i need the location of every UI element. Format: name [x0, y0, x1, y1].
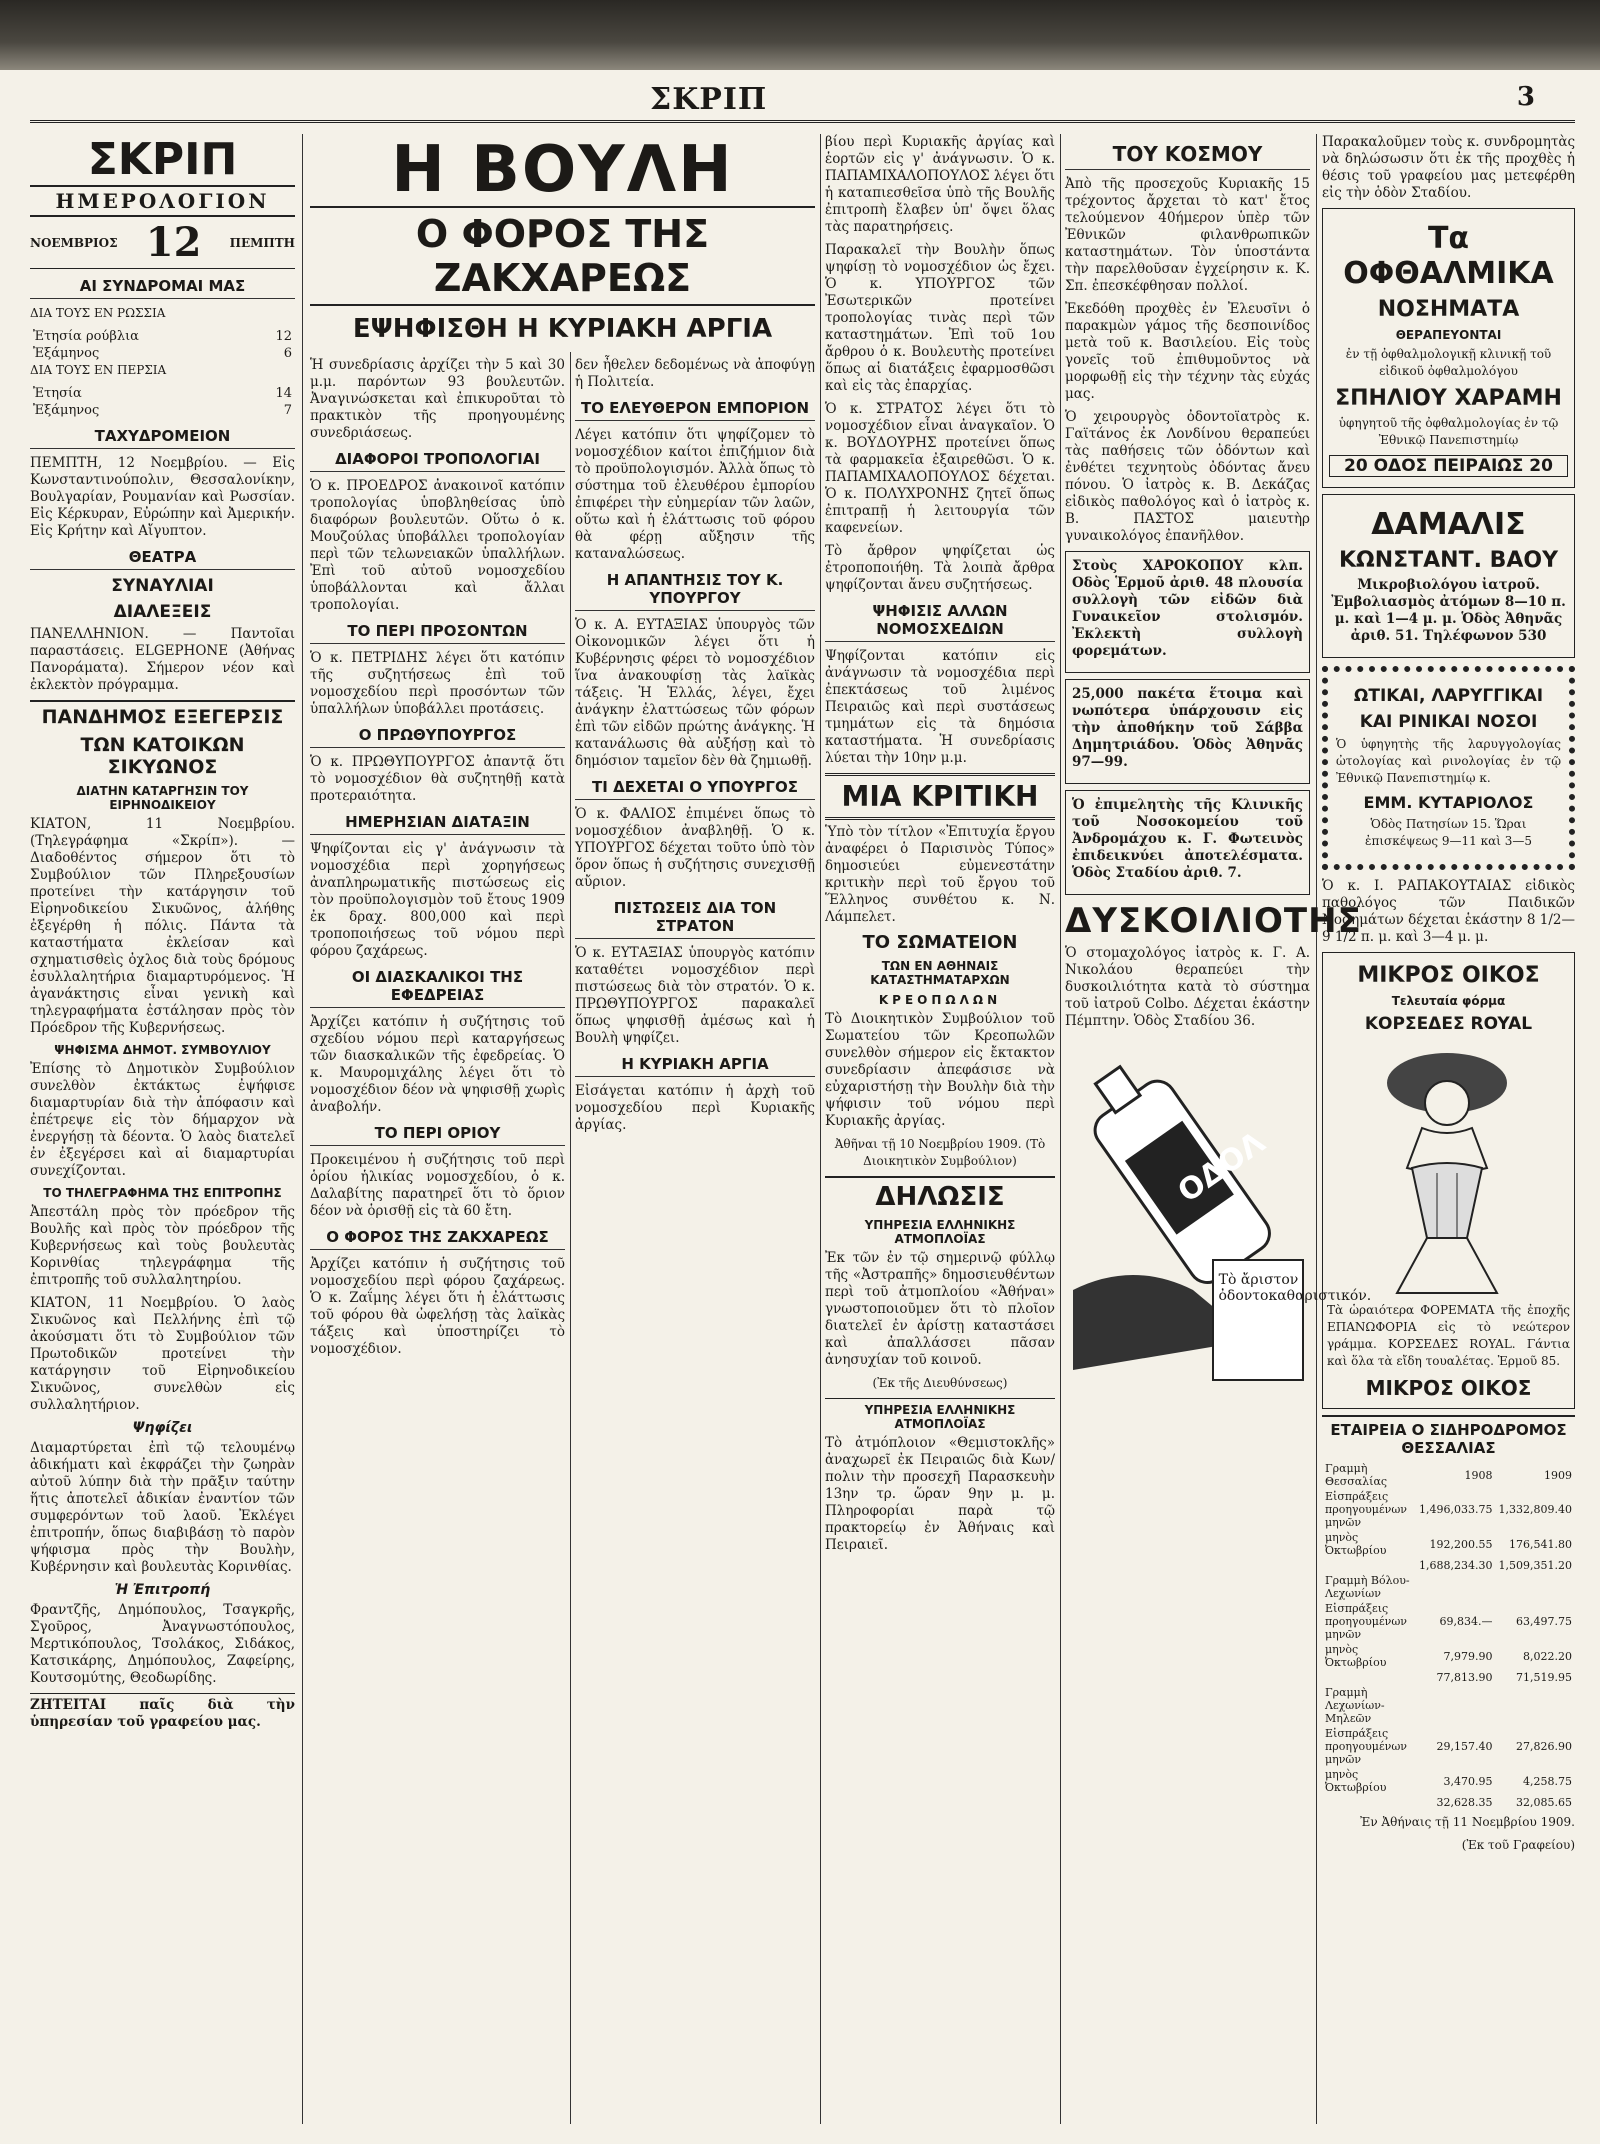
railway-row-value: 176,541.80 [1509, 1537, 1572, 1551]
railway-signature-2: (Ἐκ τοῦ Γραφείου) [1461, 1838, 1575, 1852]
ad-clinic [1065, 790, 1310, 895]
continued-text: βίου περὶ Κυριακῆς ἀργίας καὶ ἑορτῶν εἰς γ' ἀνάγνωσιν. Ὁ κ. ΠΑΠΑΜΙΧΑΛΟΠΟΥΛΟΣ λέγει ὅτι ἡ καταπιεσθεῖσα ὑπὸ τῆς Βουλῆς ἐπιτροπὴ ἔλαβεν ὑπ' ὄψει ὅλας τὰς παρατηρήσεις. [825, 134, 1055, 235]
uprising-subtitle-2: ΔΙΑΤΗΝ ΚΑΤΑΡΓΗΣΙΝ ΤΟΥ ΕΙΡΗΝΟΔΙΚΕΙΟΥ [76, 784, 249, 812]
section-text: Ὁ κ. ΠΡΩΘΥΠΟΥΡΓΟΣ ἀπαντᾷ ὅτι τὸ νομοσχέδιον θὰ συζητηθῇ κατὰ προτεραιότητα. [310, 754, 565, 804]
railway-row-value: 32,085.65 [1516, 1796, 1572, 1809]
railway-row-value [1496, 1685, 1575, 1726]
eye-text: ἐν τῇ ὀφθαλμολογικῇ κλινικῇ τοῦ εἰδικοῦ ὀφθαλμολόγου [1345, 347, 1552, 378]
column-1 [30, 134, 295, 2124]
eye-doctor: ΣΠΗΛΙΟΥ ΧΑΡΑΜΗ [1335, 386, 1562, 411]
declaration-title: ΔΗΛΩΣΙΣ [825, 1176, 1055, 1212]
world-text: Ἀπὸ τῆς προσεχοῦς Κυριακῆς 15 τρέχοντος ἄρχεται τὸ κατ' ἔτος τελούμενον 40ήμερον ὑπὲρ τῶν Ἐθνικῶν φιλανθρωπικῶν καταστημάτων. Τὸν ὑποστάντα τὴν παρελθοῦσαν ἐγχείρησιν κ. Κ. Σπ. ἐπεσκέφθησαν πολλοί. [1065, 176, 1310, 294]
masthead: ΣΚΡΙΠ [30, 134, 295, 187]
railway-row-value: 29,157.40 [1436, 1740, 1493, 1753]
session-intro: Ἡ συνεδρίασις ἀρχίζει τὴν 5 καὶ 30 μ.μ. παρόντων 93 βουλευτῶν. Ἀναγινώσκεται καὶ ἐπικυροῦται τὸ πρακτικὸν τῆς προηγουμένης συνεδριάσεως. [310, 357, 565, 441]
railway-row-value: 1908 [1464, 1468, 1493, 1482]
section-text: Προκειμένου ἡ συζήτησις τοῦ περὶ ὁρίου ἡλικίας νομοσχεδίου, ὁ κ. Δαλαβίτης παρατηρεῖ ὅτι τὸ ὅριον δέον νὰ ὁρισθῇ εἰς τὰ 60 ἔτη. [310, 1152, 565, 1219]
railway-row-label: Γραμμὴ Θεσσαλίας [1325, 1462, 1388, 1488]
railway-table-row [1322, 1461, 1575, 1489]
railway-table-row [1322, 1573, 1575, 1601]
odol-advertisement [1073, 1040, 1372, 1380]
railway-table-row [1322, 1726, 1575, 1767]
corset-line: Τελευταία φόρμα [1391, 994, 1506, 1008]
railway-row-label: μηνὸς Ὀκτωβρίου [1325, 1643, 1387, 1669]
ad-charokopou [1065, 551, 1310, 673]
railway-row-value: 63,497.75 [1516, 1615, 1572, 1628]
section-title: ΨΗΦΙΣΙΣ ΑΛΛΩΝ ΝΟΜΟΣΧΕΔΙΩΝ [825, 602, 1055, 642]
subscriptions-title: ΑΙ ΣΥΝΔΡΟΜΑΙ ΜΑΣ [30, 277, 295, 299]
section-text: Ὁ κ. ΦΑΛΙΟΣ ἐπιμένει ὅπως τὸ νομοσχέδιον ἀναβληθῇ. Ὁ κ. ΥΠΟΥΡΓΟΣ δέχεται τοῦτο ὑπὸ τὸν ὅρον ὅπως ἡ συζήτησις συνεχισθῇ αὔριον. [575, 806, 815, 890]
section-text: Ὁ κ. Α. ΕΥΤΑΞΙΑΣ ὑπουργὸς τῶν Οἰκονομικῶν λέγει ὅτι ἡ Κυβέρνησις φέρει τὸ νομοσχέδιον ἵνα ἀνακουφίσῃ τὰς λαϊκὰς τάξεις. Ἡ Ἑλλάς, λέγει, ἔχει ἀνάγκην ἐλαττώσεως τῶν φόρων ἐπὶ τῶν εἰδῶν πρώτης ἀνάγκης. Ἡ κατανάλωσις θὰ αὐξήσῃ καὶ τὸ δημόσιον ταμεῖον δὲν θὰ ζημιωθῇ. [575, 617, 815, 769]
railway-row-value [1416, 1685, 1495, 1726]
railway-table [1322, 1461, 1575, 1810]
guilds-subtitle: ΤΩΝ ΕΝ ΑΘΗΝΑΙΣ ΚΑΤΑΣΤΗΜΑΤΑΡΧΩΝ [870, 959, 1010, 987]
railway-row-label: μηνὸς Ὀκτωβρίου [1325, 1768, 1387, 1794]
ent-subtitle: ΚΑΙ ΡΙΝΙΚΑΙ ΝΟΣΟΙ [1359, 712, 1538, 732]
column-rule [302, 134, 303, 2124]
eye-title: Τα ΟΦΘΑΛΜΙΚΑ [1343, 221, 1554, 291]
kiaton-text: ΚΙΑΤΟΝ, 11 Νοεμβρίου. Ὁ λαὸς Σικυῶνος καὶ Πελλήνης ἐπὶ τῷ ἀκούσματι ὅτι τὸ Συμβούλιον τῶν Πρωτοδικῶν προτείνει τὴν κατάργησιν τοῦ Εἰρηνοδικείου Σικυῶνος, συνελθὼν εἰς συλλαλητήριον. [30, 1295, 295, 1413]
main-subheadline-2: ΕΨΗΦΙΣΘΗ Η ΚΥΡΙΑΚΗ ΑΡΓΙΑ [352, 314, 773, 344]
eye-subtitle: ΝΟΣΗΜΑΤΑ [1377, 297, 1520, 322]
column-4 [825, 134, 1055, 2124]
critique-text: Ὑπὸ τὸν τίτλον «Ἐπιτυχία ἔργου ἀναφέρει ὁ Παρισινὸς Τύπος» δημοσιεύει εὐμενεστάτην κριτικὴν περὶ τοῦ ἔργου τοῦ Ἕλληνος συνθέτου κ. Ν. Λάμπελετ. [825, 824, 1055, 925]
section-title: ΤΙ ΔΕΧΕΤΑΙ Ο ΥΠΟΥΡΓΟΣ [575, 778, 815, 800]
day-number: 12 [145, 219, 202, 266]
railway-row-label [1322, 1670, 1416, 1685]
guilds-text: Τὸ Διοικητικὸν Συμβούλιον τοῦ Σωματείου τῶν Κρεοπωλῶν συνελθὸν σήμερον εἰς ἔκτακτον συνεδρίασιν ἀπεφάσισε νὰ εὐχαριστήσῃ τὴν Βουλὴν διὰ τὴν ψήφισιν τοῦ νόμου περὶ Κυριακῆς ἀργίας. [825, 1011, 1055, 1129]
odol-bottle-illustration [1073, 1040, 1372, 1380]
theatre-title: ΘΕΑΤΡΑ [30, 548, 295, 570]
pediatrician-text: Ὁ κ. Ι. ΡΑΠΑΚΟΥΤΑΙΑΣ εἰδικὸς παθολόγος τῶν Παιδικῶν Νοσημάτων δέχεται ἑκάστην 8 1/2—9 1/2 π. μ. καὶ 3—4 μ. μ. [1322, 878, 1575, 945]
p-yearly-label: Ἐτησία [33, 386, 82, 401]
ad-text: Ὁ ἐπιμελητὴς τῆς Κλινικῆς τοῦ Νοσοκομείου τοῦ Ἀνδρομάχου κ. Γ. Φωτεινὸς ἐπιδεικνύει ἀποτελέσματα. Ὁδὸς Σταδίου ἀριθ. 7. [1072, 797, 1303, 881]
yearly-value: 12 [275, 329, 292, 344]
post-title: ΤΑΧΥΔΡΟΜΕΙΟΝ [30, 427, 295, 449]
railway-table-row [1322, 1489, 1575, 1530]
railway-table-row [1322, 1601, 1575, 1642]
railway-table-row [1322, 1685, 1575, 1726]
main-subheadline: Ο ΦΟΡΟΣ ΤΗΣ ΖΑΚΧΑΡΕΩΣ [310, 206, 815, 306]
weekday: ΠΕΜΠΤΗ [229, 235, 295, 250]
ent-text-2: Ὁδὸς Πατησίων 15. Ὥραι ἐπισκέψεως 9—11 καὶ 3—5 [1365, 817, 1532, 848]
guilds-signature: Ἀθῆναι τῇ 10 Νοεμβρίου 1909. (Τὸ Διοικητικὸν Συμβούλιον) [834, 1137, 1046, 1168]
lectures-title: ΔΙΑΛΕΞΕΙΣ [113, 602, 212, 622]
telegraph-title: ΤΟ ΤΗΛΕΓΡΑΦΗΜΑ ΤΗΣ ΕΠΙΤΡΟΠΗΣ [43, 1186, 282, 1200]
running-title: ΣΚΡΙΠ [650, 82, 768, 117]
section-title: ΗΜΕΡΗΣΙΑΝ ΔΙΑΤΑΞΙΝ [310, 813, 565, 835]
eye-address: 20 ΟΔΟΣ ΠΕΙΡΑΙΩΣ 20 [1329, 455, 1568, 477]
railway-row-value [1496, 1573, 1575, 1601]
railway-title: ΕΤΑΙΡΕΙΑ Ο ΣΙΔΗΡΟΔΡΟΜΟΣ ΘΕΣΣΑΛΙΑΣ [1322, 1415, 1575, 1457]
date-box [30, 217, 295, 269]
section-title: ΔΙΑΦΟΡΟΙ ΤΡΟΠΟΛΟΓΙΑΙ [310, 450, 565, 472]
russia-line: ΔΙΑ ΤΟΥΣ ΕΝ ΡΩΣΣΙΑ [30, 306, 166, 320]
section-text: Ψηφίζονται κατόπιν εἰς ἀνάγνωσιν τὰ νομοσχέδια περὶ ἐπεκτάσεως τοῦ λιμένος Πειραιῶς καὶ περὶ συστάσεως τμημάτων εἰς τὰ δημόσια καταστήματα. Ἡ συνεδρίασις λύεται τὴν 10ην μ.μ. [825, 648, 1055, 766]
section-text: Ὁ κ. ΠΡΟΕΔΡΟΣ ἀνακοινοῖ κατόπιν τροπολογίας ὑποβληθείσας ὑπὸ διαφόρων βουλευτῶν. Οὕτω ὁ κ. Μουζούλας ὑποβάλλει τροπολογίαν περὶ τῶν τελωνειακῶν ὑπαλλήλων. Ἐπὶ τοῦ αὐτοῦ νομοσχεδίου ὑποβάλλονται καὶ ἄλλαι τροπολογίαι. [310, 478, 565, 613]
half-label: Ἐξάμηνος [33, 346, 100, 361]
ent-text: Ὁ ὑφηγητὴς τῆς λαρυγγολογίας ὠτολογίας καὶ ρινολογίας ἐν τῷ Ἐθνικῷ Πανεπιστημίῳ κ. [1336, 737, 1561, 785]
continued-text: δεν ἦθελεν δεδομένως νὰ ἀποφύγῃ ἡ Πολιτεία. [575, 357, 815, 390]
section-title: Η ΑΠΑΝΤΗΣΙΣ ΤΟΥ Κ. ΥΠΟΥΡΓΟΥ [575, 571, 815, 611]
vaccination-text: Μικροβιολόγου ἰατροῦ. Ἐμβολιασμὸς ἀτόμων 8—10 π. μ. καὶ 1—4 μ. μ. Ὁδὸς Ἀθηνᾶς ἀριθ. 51. Τηλέφωνον 530 [1331, 577, 1566, 644]
critique-title: ΜΙΑ ΚΡΙΤΙΚΗ [825, 773, 1055, 820]
body-text: Τὸ ἄρθρον ψηφίζεται ὡς ἐτροποποιήθη. Τὰ λοιπὰ ἄρθρα ψηφίζονται ἄνευ συζητήσεως. [825, 543, 1055, 593]
theatre-text: ΠΑΝΕΛΛΗΝΙΟΝ. — Παντοῖαι παραστάσεις. ELGEPHONE (Ἀθήνας Πανοράματα). Σήμερον νέον καὶ ἐκλεκτὸν πρόγραμμα. [30, 626, 295, 693]
column-3 [575, 357, 815, 2124]
odol-caption: Τὸ ἄριστον ὀδοντοκαθαριστικόν. [1218, 1272, 1372, 1304]
section-title: ΤΟ ΠΕΡΙ ΟΡΙΟΥ [310, 1124, 565, 1146]
section-text: Ἀρχίζει κατόπιν ἡ συζήτησις τοῦ νομοσχεδίου περὶ φόρου ζαχάρεως. Ὁ κ. Ζαΐμης λέγει ὅτι ἡ ἐλάττωσις τοῦ φόρου θὰ ὠφελήσῃ τὰς λαϊκὰς τάξεις καὶ ὑποστηρίζει τὸ νομοσχέδιον. [310, 1256, 565, 1357]
ad-corsets [1322, 952, 1575, 1409]
vote-text: Διαμαρτύρεται ἐπὶ τῷ τελουμένῳ ἀδικήματι καὶ ἐκφράζει τὴν ζωηρὰν αὐτοῦ λύπην διὰ τὴν πρᾶξιν ταύτην ἥτις ἀποτελεῖ ἀδικίαν ἐναντίον τῶν συμφερόντων τοῦ λαοῦ. Ἐκλέγει ἐπιτροπήν, ὅπως διαβιβάσῃ τὸ παρὸν ψήφισμα πρὸς τὴν Βουλὴν, Κυβέρνησιν καὶ βουλευτὰς Κορινθίας. [30, 1440, 295, 1575]
section-title: ΟΙ ΔΙΑΣΚΑΛΙΚΟΙ ΤΗΣ ΕΦΕΔΡΕΙΑΣ [310, 968, 565, 1008]
railway-row-value: 1909 [1544, 1468, 1572, 1482]
railway-row-value: 32,628.35 [1436, 1796, 1493, 1809]
committee-title: Ἡ Ἐπιτροπή [114, 1582, 211, 1598]
railway-table-row [1322, 1670, 1575, 1685]
railway-row-label [1322, 1795, 1416, 1810]
guilds-title: ΤΟ ΣΩΜΑΤΕΙΟΝ [862, 932, 1018, 953]
railway-row-value: 3,470.95 [1443, 1774, 1493, 1788]
railway-row-value: 77,813.90 [1436, 1671, 1493, 1684]
ad-text: 25,000 πακέτα ἕτοιμα καὶ νωπότερα ὑπάρχουσιν εἰς τὴν ἀποθήκην τοῦ Σάββα Δημητριάδου. Ὁδὸς Ἀθηνᾶς 97—99. [1072, 686, 1303, 770]
railway-row-value: 71,519.95 [1516, 1671, 1572, 1684]
railway-row-value: 27,826.90 [1516, 1740, 1572, 1753]
eye-subtitle-2: ΘΕΡΑΠΕΥΟΝΤΑΙ [1395, 328, 1502, 342]
section-title: Ο ΦΟΡΟΣ ΤΗΣ ΖΑΚΧΑΡΕΩΣ [310, 1228, 565, 1250]
section-text: Λέγει κατόπιν ὅτι ψηφίζομεν τὸ νομοσχέδιον καίτοι ἐπιζήμιον διὰ τὸ προϋπολογισμόν. Ἀλλὰ ὅπως τὸ σύστημα τοῦ ἐλευθέρου ἐμπορίου ἐπιφέρει τὴν εὐημερίαν τῶν λαῶν, οὕτω καὶ ἡ ἐλάττωσις τοῦ φόρου θὰ φέρῃ αὔξησιν τῆς καταναλώσεως. [575, 427, 815, 562]
constipation-title: ΔΥΣΚΟΙΛΙΟΤΗΣ [1065, 901, 1362, 941]
committee-names: Φραντζῆς, Δημόπουλος, Τσαγκρῆς, Σγοῦρος, Ἀναγνωστόπουλος, Μερτικόπουλος, Τσολάκος, Σιδάκος, Κατσικάρης, Δημόπουλος, Ζαφείρης, Κουτσομύτης, Θεοδωρίδης. [30, 1602, 295, 1686]
p-yearly-value: 14 [275, 386, 292, 401]
p-half-value: 7 [283, 403, 292, 418]
month: ΝΟΕΜΒΡΙΟΣ [30, 235, 118, 250]
section-title: Ο ΠΡΩΘΥΠΟΥΡΓΟΣ [310, 726, 565, 748]
newspaper-page [30, 72, 1575, 2132]
resolution-title: ΨΗΦΙΣΜΑ ΔΗΜΟΤ. ΣΥΜΒΟΥΛΙΟΥ [54, 1043, 271, 1057]
telegraph-text: Ἀπεστάλη πρὸς τὸν πρόεδρον τῆς Βουλῆς καὶ πρὸς τὸν πρόεδρον τῆς Κυβερνήσεως καὶ τοὺς βουλευτὰς Κορινθίας τηλεγράφημα τῆς ἐπιτροπῆς τοῦ συλλαλητηρίου. [30, 1204, 295, 1288]
uprising-subtitle: ΤΩΝ ΚΑΤΟΙΚΩΝ ΣΙΚΥΩΝΟΣ [80, 734, 245, 778]
ad-packets [1065, 679, 1310, 784]
ad-vaccination [1322, 494, 1575, 658]
vaccination-title: ΔΑΜΑΛΙΣ [1371, 507, 1526, 542]
post-text: ΠΕΜΠΤΗ, 12 Νοεμβρίου. — Εἰς Κωνσταντινούπολιν, Θεσσαλονίκην, Βουλγαρίαν, Ρουμανίαν καὶ Ρωσσίαν. Εἰς Κέρκυραν, Εὐρώπην καὶ Ἀμερικήν. Εἰς Κρήτην καὶ Αἴγυπτον. [30, 455, 295, 539]
world-text: Ὁ χειρουργὸς ὀδοντοϊατρὸς κ. Γαϊτάνος ἐκ Λονδίνου θεραπεύει τὰς παθήσεις τῶν ὀδόντων καὶ ἐνθέτει τεχνητοὺς ὀδόντας ἄνευ πόνου. Ὁ ἰατρὸς κ. Β. Δεκάζας εἰδικὸς παθολόγος καὶ ὁ ἰατρὸς κ. Β. ΠΑΣΤΟΣ μαιευτὴρ γυναικολόγος ἐπανῆλθον. [1065, 409, 1310, 544]
section-text: Ὁ κ. ΕΥΤΑΞΙΑΣ ὑπουργὸς κατόπιν καταθέτει νομοσχέδιον περὶ πιστώσεως διὰ τὸν στρατόν. Ὁ κ. ΠΡΩΘΥΠΟΥΡΓΟΣ παρακαλεῖ ὅπως ψηφισθῇ ἀμέσως καὶ ἡ Βουλὴ ψηφίζει. [575, 945, 815, 1046]
almanac-title: ΗΜΕΡΟΛΟΓΙΟΝ [30, 187, 295, 217]
odol-label: ΟΔΟΛ [1171, 1125, 1272, 1210]
persia-line: ΔΙΑ ΤΟΥΣ ΕΝ ΠΕΡΣΙΑ [30, 363, 167, 377]
railway-row-value: 7,979.90 [1443, 1649, 1493, 1663]
ad-text: Στοὺς ΧΑΡΟΚΟΠΟΥ κλπ. Οδὸς Ἑρμοῦ ἀριθ. 48 πλουσία συλλογὴ τῶν εἰδῶν διὰ Γυναικεῖον στολισμόν. Ἐκλεκτὴ συλλογὴ φορεμάτων. [1072, 558, 1303, 659]
page-top-band [0, 0, 1600, 70]
corset-title: ΚΟΡΣΕΔΕΣ ROYAL [1364, 1014, 1533, 1034]
eye-text-2: ὑφηγητοῦ τῆς ὀφθαλμολογίας ἐν τῷ Ἐθνικῷ Πανεπιστημίῳ [1338, 416, 1559, 447]
section-text: Ψηφίζονται εἰς γ' ἀνάγνωσιν τὰ νομοσχέδια περὶ χορηγήσεως ἀναπληρωματικῆς πιστώσεως εἰς τὸν προϋπολογισμὸν τοῦ ἔτους 1909 ἐκ δραχ. 800,000 καὶ περὶ τροποποιήσεως τοῦ νόμου περὶ φόρου ζαχάρεως. [310, 841, 565, 959]
page-number: 3 [1516, 82, 1535, 112]
vaccination-doctor: ΚΩΝΣΤΑΝΤ. ΒΑΟΥ [1338, 548, 1559, 573]
railway-row-value: 4,258.75 [1523, 1774, 1572, 1788]
uprising-title: ΠΑΝΔΗΜΟΣ ΕΞΕΓΕΡΣΙΣ [30, 700, 295, 728]
section-title: Η ΚΥΡΙΑΚΗ ΑΡΓΙΑ [575, 1055, 815, 1077]
yearly-label: Ἐτησία ρούβλια [33, 329, 139, 344]
body-text: Παρακαλεῖ τὴν Βουλὴν ὅπως ψηφίσῃ τὸ νομοσχέδιον ὡς ἔχει. Ὁ κ. ΥΠΟΥΡΓΟΣ τῶν Ἐσωτερικῶν προτείνει τροπολογίας τινὰς περὶ τῶν καταστημάτων. Ἐπὶ τοῦ 1ου ἄρθρου ὁ κ. Βουλευτὴς προτείνει ὅπως αἱ διατάξεις ἐφαρμοσθῶσι καὶ εἰς τὰς ἐπαρχίας. [825, 242, 1055, 394]
railway-row-label: Γραμμὴ Λεχωνίων-Μηλεῶν [1325, 1686, 1385, 1725]
railway-row-value: 69,834.— [1439, 1615, 1493, 1628]
railway-row-label [1322, 1558, 1416, 1573]
notice-text: Παρακαλοῦμεν τοὺς κ. συνδρομητὰς νὰ δηλώσωσιν ὅτι ἐκ τῆς προχθὲς ἡ θέσις τοῦ γραφείου μας μετεφέρθη εἰς τὴν ὁδὸν Σταδίου. [1322, 134, 1575, 201]
page-header [30, 80, 1575, 123]
world-text: Ἐκεδόθη προχθὲς ἐν Ἐλευσῖνι ὁ παρακμὼν γάμος τῆς δεσποινίδος μετὰ τοῦ κ. Βασιλείου. Εἰς τοὺς γονεῖς τοῦ ἐπιθυμοῦντος νὰ μορφωθῇ εἰς τὴν τέχνην τὰς εὐχάς μας. [1065, 301, 1310, 402]
railway-table-row [1322, 1767, 1575, 1795]
main-headline: Η ΒΟΥΛΗ [391, 133, 734, 207]
shop-name-2: ΜΙΚΡΟΣ ΟΙΚΟΣ [1365, 1376, 1532, 1400]
railway-row-label: μηνὸς Ὀκτωβρίου [1325, 1531, 1387, 1557]
railway-row-value: 1,509,351.20 [1498, 1559, 1572, 1572]
world-title: ΤΟΥ ΚΟΣΜΟΥ [1065, 142, 1310, 170]
railway-row-value: 1,332,809.40 [1498, 1503, 1572, 1516]
subscription-table-russia [30, 328, 295, 362]
section-text: Εἰσάγεται κατόπιν ἡ ἀρχὴ τοῦ νομοσχεδίου περὶ Κυριακῆς ἀργίας. [575, 1083, 815, 1133]
resolution-text: Ἐπίσης τὸ Δημοτικὸν Συμβούλιον συνελθὸν ἐκτάκτως ἐψήφισε διαμαρτυρίαν διὰ τὴν ἀπόφασιν καὶ ἐπέτρεψε εἰς τὸν δήμαρχον νὰ ἐνεργήσῃ τὰ δέοντα. Ὁ λαὸς διατελεῖ ἐν ἐξεγέρσει καὶ αἱ διαμαρτυρίαι συνεχίζονται. [30, 1061, 295, 1179]
railway-row-value: 8,022.20 [1523, 1649, 1572, 1663]
railway-row-value [1416, 1573, 1495, 1601]
wanted-notice: ΖΗΤΕΙΤΑΙ παῖς διὰ τὴν ὑπηρεσίαν τοῦ γραφείου μας. [30, 1693, 295, 1731]
section-title: ΤΟ ΕΛΕΥΘΕΡΟΝ ΕΜΠΟΡΙΟΝ [575, 399, 815, 421]
ent-title: ΩΤΙΚΑΙ, ΛΑΡΥΓΓΙΚΑΙ [1353, 686, 1544, 706]
railway-row-value: 1,496,033.75 [1419, 1503, 1493, 1516]
concerts-title: ΣΥΝΑΥΛΙΑΙ [111, 576, 214, 596]
vote-title: Ψηφίζει [132, 1420, 193, 1436]
railway-row-value: 192,200.55 [1429, 1537, 1493, 1551]
railway-row-label: Γραμμὴ Βόλου-Λεχωνίων [1325, 1574, 1410, 1600]
section-text: Ἀρχίζει κατόπιν ἡ συζήτησις τοῦ σχεδίου νόμου περὶ καταργήσεως τῶν διασκαλικῶν τῆς ἐφεδρείας. Ὁ κ. Μαυρομιχάλης λέγει ὅτι τὸ νομοσχέδιον δέον νὰ ψηφισθῇ χωρὶς ἀναβολήν. [310, 1014, 565, 1115]
shop-name: ΜΙΚΡΟΣ ΟΙΚΟΣ [1357, 963, 1540, 988]
declaration-2-text: Τὸ ἀτμόπλοιον «Θεμιστοκλῆς» ἀναχωρεῖ ἐκ Πειραιῶς διὰ Κων/πολιν τὴν προσεχῆ Παρασκευὴν 13ην τρ. ὥραν 9ην μ. μ. Πληροφορίαι παρὰ τῷ πρακτορείῳ ἐν Ἀθήναις καὶ Πειραιεῖ. [825, 1435, 1055, 1553]
section-title: ΠΙΣΤΩΣΕΙΣ ΔΙΑ ΤΟΝ ΣΤΡΑΤΟΝ [575, 899, 815, 939]
ad-ent-clinic [1322, 666, 1575, 870]
railway-row-label: Εἰσπράξεις προηγουμένων μηνῶν [1325, 1490, 1407, 1529]
section-title: ΤΟ ΠΕΡΙ ΠΡΟΣΟΝΤΩΝ [310, 622, 565, 644]
railway-row-label: Εἰσπράξεις προηγουμένων μηνῶν [1325, 1602, 1407, 1641]
p-half-label: Ἐξάμηνος [33, 403, 100, 418]
railway-table-row [1322, 1795, 1575, 1810]
declaration-text: Ἐκ τῶν ἐν τῷ σημερινῷ φύλλῳ τῆς «Ἀστραπῆς» δημοσιευθέντων περὶ τοῦ ἀτμοπλοίου «Ἀθήναι» γνωστοποιοῦμεν ὅτι τὸ πλοῖον διατελεῖ ἐν ἀρίστῃ καταστάσει καὶ ἀπαλλάσσει πᾶσαν ἀνησυχίαν τοῦ κοινοῦ. [825, 1250, 1055, 1368]
column-2 [310, 357, 565, 2124]
column-rule [570, 352, 571, 2124]
railway-table-row [1322, 1530, 1575, 1558]
railway-signature: Ἐν Ἀθήναις τῇ 11 Νοεμβρίου 1909. [1360, 1815, 1575, 1829]
declaration-subtitle: ΥΠΗΡΕΣΙΑ ΕΛΛΗΝΙΚΗΣ ΑΤΜΟΠΛΟΪΑΣ [864, 1218, 1016, 1246]
body-text: Ὁ κ. ΣΤΡΑΤΟΣ λέγει ὅτι τὸ νομοσχέδιον εἶναι ἀναγκαῖον. Ὁ κ. ΒΟΥΔΟΥΡΗΣ προτείνει ὅπως τὰ φαρμακεῖα ἐξαιρεθῶσι. Ὁ κ. ΠΑΠΑΜΙΧΑΛΟΠΟΥΛΟΣ δέχεται. Ὁ κ. ΠΟΛΥΧΡΟΝΗΣ ζητεῖ ὅπως ἐπιτραπῇ ἡ λειτουργία τῶν καφενείων. [825, 401, 1055, 536]
constipation-text: Ὁ στομαχολόγος ἰατρὸς κ. Γ. Α. Νικολάου θεραπεύει τὴν δυσκοιλιότητα κατὰ τὸ σύστημα τοῦ ἰατροῦ Colbo. Δέχεται ἑκάστην Πέμπτην. Ὁδὸς Σταδίου 36. [1065, 945, 1310, 1029]
section-text: Ὁ κ. ΠΕΤΡΙΔΗΣ λέγει ὅτι κατόπιν τῆς συζητήσεως ἐπὶ τοῦ νομοσχεδίου περὶ προσόντων τῶν ὑπαλλήλων ὑποβάλλει προτάσεις. [310, 650, 565, 717]
railway-table-row [1322, 1558, 1575, 1573]
half-value: 6 [283, 346, 292, 361]
uprising-text: ΚΙΑΤΟΝ, 11 Νοεμβρίου. (Τηλεγράφημα «Σκρίπ»). — Διαδοθέντος σήμερον ὅτι τὸ Συμβούλιον τῶν Πληρεξουσίων προτείνει τὴν κατάργησιν τοῦ Εἰρηνοδικείου Σικυῶνος, ἀλήθης ἐξεγέρθη ἡ πόλις. Πάντα τὰ καταστήματα ἐκλείσαν καὶ σχηματισθεὶς ὀχλος διὰ τοὺς δρόμους ἐσυλλαλητήρια διαμαρτυρόμενος. Ἡ ἀγανάκτησις εἶναι γενικὴ καὶ τηλεγραφήματα ἐστάλησαν πρὸς τὸν Πρόεδρον τῆς Κυβερνήσεως. [30, 816, 295, 1036]
guilds-subtitle-2: ΚΡΕΟΠΩΛΩΝ [878, 993, 1002, 1007]
subscription-table-persia [30, 385, 295, 419]
column-rule [1060, 134, 1061, 2124]
fashion-text: Τὰ ὡραιότερα ΦΟΡΕΜΑΤΑ τῆς ἐποχῆς ΕΠΑΝΩΦΟΡΙΑ εἰς τὸ νεώτερον γράμμα. ΚΟΡΣΕΔΕΣ ROYAL. Γάντια καὶ ὅλα τὰ εἴδη τουαλέτας. Ἑρμοῦ 85. [1327, 1303, 1570, 1368]
ent-doctor: ΕΜΜ. ΚΥΤΑΡΙΟΛΟΣ [1363, 793, 1534, 812]
ad-eye-clinic [1322, 208, 1575, 488]
main-headline-block [310, 134, 815, 348]
column-6 [1322, 134, 1575, 2124]
corset-woman-illustration [1327, 1038, 1567, 1298]
railway-row-value: 1,688,234.30 [1419, 1559, 1493, 1572]
railway-row-label: Εἰσπράξεις προηγουμένων μηνῶν [1325, 1727, 1407, 1766]
declaration-signature: (Ἐκ τῆς Διευθύνσεως) [872, 1376, 1008, 1390]
declaration-2-subtitle: ΥΠΗΡΕΣΙΑ ΕΛΛΗΝΙΚΗΣ ΑΤΜΟΠΛΟΪΑΣ [825, 1398, 1055, 1431]
railway-table-row [1322, 1642, 1575, 1670]
column-rule [820, 134, 821, 2124]
column-rule [1316, 134, 1317, 2124]
